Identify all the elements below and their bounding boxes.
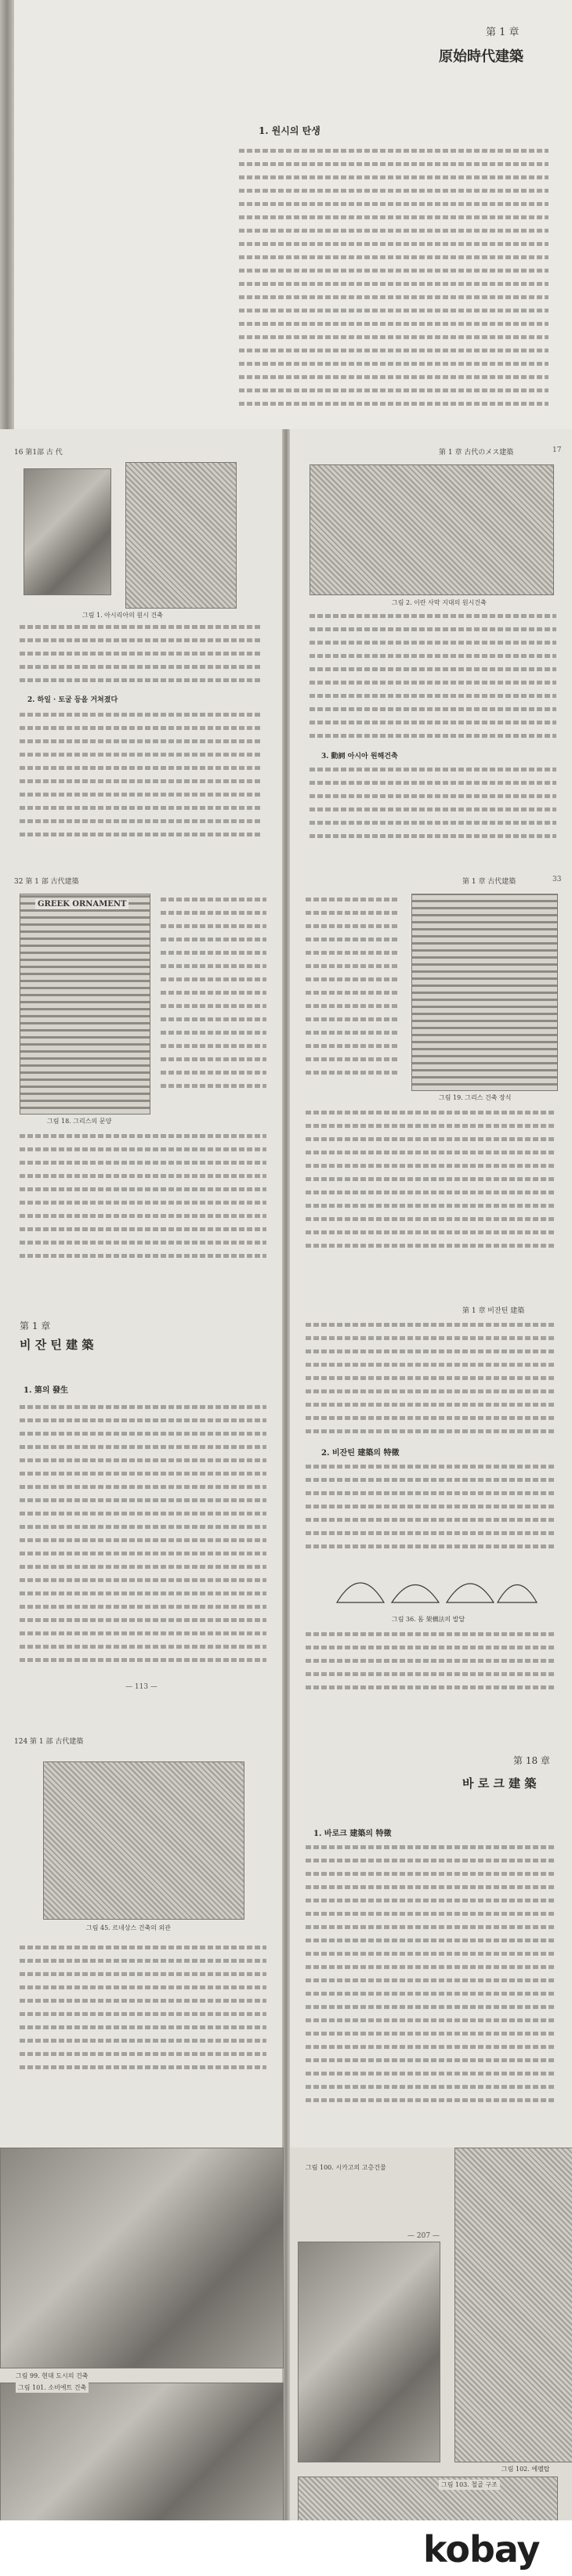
skyscraper-photo <box>298 2242 440 2462</box>
body-text <box>239 149 548 415</box>
right-section: 3. 動詞 아시아 원해건축 <box>321 753 398 761</box>
kobay-watermark: kobay <box>423 2528 540 2571</box>
left-caption-bottom: 그림 101. 소비에트 건축 <box>16 2383 89 2393</box>
right-text-mid <box>306 1465 556 1558</box>
right-caption-mid: 그림 102. 에펠탑 <box>501 2466 550 2473</box>
photo-spread-ornament <box>0 858 572 1288</box>
left-header: 16 第1部 古 代 <box>14 449 63 457</box>
right-page-num: 17 <box>552 446 562 454</box>
left-section: 2. 하일 · 토굴 등을 거쳐졌다 <box>27 696 118 704</box>
left-text-bottom <box>20 713 262 846</box>
left-header: 32 第 1 部 古代建築 <box>14 878 79 886</box>
right-text <box>306 1845 556 2112</box>
right-page-num: 33 <box>552 876 562 883</box>
page-number: — 207 — <box>407 2232 440 2240</box>
diagram-caption: 그림 36. 돔 架構法의 발달 <box>392 1616 465 1623</box>
photo-spread-byzantine <box>0 1288 572 1718</box>
left-section: 1. 第의 發生 <box>24 1386 69 1395</box>
left-header: 124 第 1 部 古代建築 <box>14 1738 84 1746</box>
right-caption-bottom: 그림 103. 철골 구조 <box>439 2480 500 2490</box>
left-caption: 그림 18. 그리스의 문양 <box>47 1118 112 1125</box>
right-text-side <box>306 898 400 1084</box>
eiffel-tower-photo <box>454 2148 572 2462</box>
right-caption: 그림 2. 이란 사막 지대의 원시건축 <box>392 599 487 606</box>
chapter-label: 第 1 章 <box>20 1321 51 1331</box>
section-heading: 1. 바로크 建築의 特徵 <box>313 1830 392 1838</box>
chapter-label: 第 18 章 <box>513 1755 550 1766</box>
chapter-title: 原始時代建築 <box>439 49 523 65</box>
city-photo <box>0 2148 284 2368</box>
photo-caption: 그림 45. 르네상스 건축의 외관 <box>86 1924 171 1931</box>
right-header: 第 1 章 비잔틴 建築 <box>462 1307 525 1315</box>
right-text-top <box>306 1323 556 1443</box>
photo-spread-modern <box>0 2148 572 2520</box>
ornament-plate-title: GREEK ORNAMENT <box>35 899 129 909</box>
chapter-title: 비 잔 틴 建 築 <box>20 1338 94 1352</box>
photo-chapter-opening <box>0 0 572 429</box>
photo-spread-baroque <box>0 1718 572 2148</box>
left-caption: 그림 1. 아시리아의 원시 건축 <box>82 612 163 619</box>
ornament-plate <box>20 894 150 1115</box>
right-caption-top: 그림 100. 시카고의 고층건물 <box>306 2164 386 2171</box>
right-text-bottom <box>306 1111 556 1257</box>
arcade-photo <box>0 2383 284 2520</box>
chapter-label: 第 1 章 <box>486 27 520 38</box>
left-text-side <box>161 898 266 1097</box>
ruin-illustration <box>24 468 111 595</box>
page-number: — 113 — <box>125 1683 157 1691</box>
left-caption-top: 그림 99. 현대 도시의 건축 <box>16 2372 89 2379</box>
left-text-top <box>20 625 262 692</box>
left-text <box>20 1405 266 1671</box>
iron-frame-photo <box>298 2477 558 2520</box>
chapter-title: 바 로 크 建 築 <box>462 1776 537 1790</box>
photo-spread-primitive <box>0 429 572 858</box>
right-text-bottom <box>306 1632 556 1699</box>
right-section: 2. 비잔틴 建築의 特徵 <box>321 1449 400 1458</box>
right-text-top <box>310 614 556 747</box>
arch-illustration <box>125 462 237 609</box>
column-ornament <box>411 894 558 1091</box>
left-text-bottom <box>20 1134 266 1267</box>
right-text-bottom <box>310 768 556 847</box>
right-header: 第 1 章 古代のメス建築 <box>439 449 514 457</box>
village-illustration <box>310 464 554 595</box>
dome-diagram-svg <box>329 1563 541 1610</box>
section-heading: 1. 원시의 탄생 <box>259 125 320 136</box>
left-text <box>20 1946 266 2079</box>
right-header: 第 1 章 古代建築 <box>462 878 516 886</box>
palazzo-illustration <box>43 1761 244 1920</box>
dome-diagrams <box>329 1563 541 1610</box>
right-caption: 그림 19. 그리스 건축 장식 <box>439 1094 512 1101</box>
